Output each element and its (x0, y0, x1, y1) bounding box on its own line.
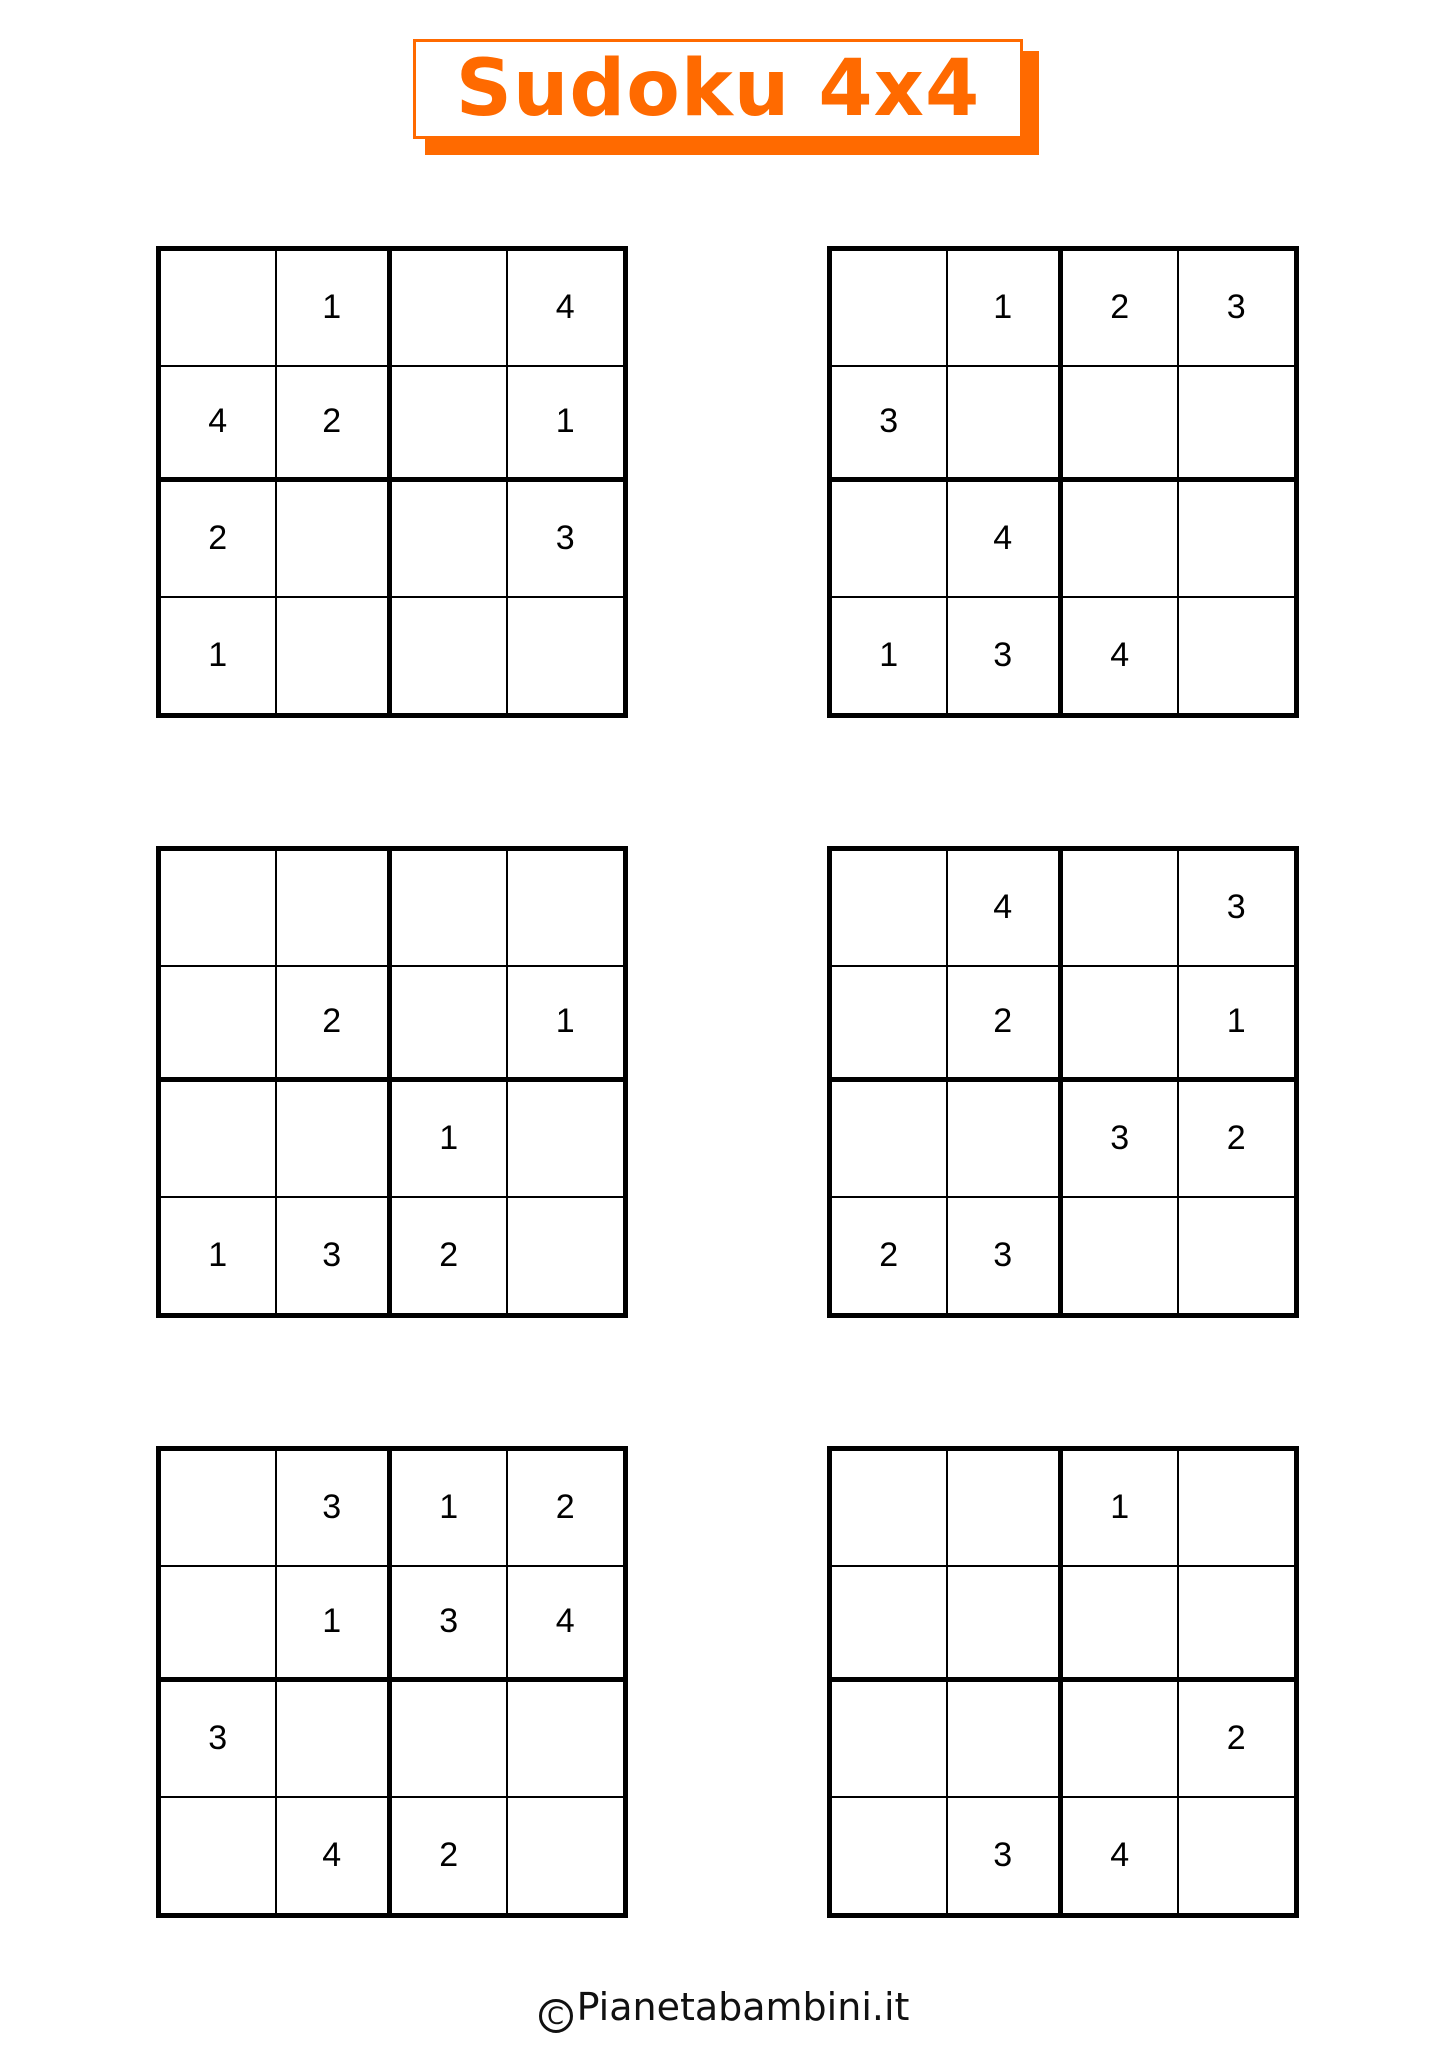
sudoku-cell[interactable] (948, 1082, 1064, 1198)
sudoku-cell[interactable] (508, 851, 624, 967)
sudoku-puzzle-6 (827, 1446, 1299, 1918)
sudoku-cell[interactable] (832, 1567, 948, 1683)
sudoku-cell[interactable] (392, 851, 508, 967)
sudoku-cell[interactable] (508, 598, 624, 714)
sudoku-cell[interactable] (1063, 1682, 1179, 1798)
sudoku-cell[interactable]: 1 (1063, 1451, 1179, 1567)
sudoku-cell[interactable] (392, 367, 508, 483)
sudoku-cell[interactable] (508, 1082, 624, 1198)
sudoku-cell[interactable] (1063, 967, 1179, 1083)
footer-credit (0, 1985, 1448, 2033)
sudoku-cell[interactable] (948, 1567, 1064, 1683)
sudoku-cell[interactable] (277, 1082, 393, 1198)
sudoku-cell[interactable] (1179, 482, 1295, 598)
sudoku-cell[interactable] (1179, 1567, 1295, 1683)
sudoku-cell[interactable]: 2 (1179, 1682, 1295, 1798)
sudoku-cell[interactable] (277, 482, 393, 598)
title-box (413, 39, 1023, 139)
sudoku-cell[interactable] (1063, 851, 1179, 967)
page-title: Sudoku 4x4 (455, 44, 981, 134)
sudoku-cell[interactable]: 3 (948, 1798, 1064, 1914)
title-banner (413, 39, 1039, 155)
sudoku-cell[interactable]: 3 (948, 598, 1064, 714)
sudoku-cell[interactable]: 3 (508, 482, 624, 598)
sudoku-cell[interactable]: 4 (508, 251, 624, 367)
sudoku-cell[interactable]: 1 (277, 1567, 393, 1683)
sudoku-cell[interactable] (161, 1798, 277, 1914)
sudoku-cell[interactable]: 1 (161, 1198, 277, 1314)
sudoku-cell[interactable]: 4 (161, 367, 277, 483)
sudoku-cell[interactable] (161, 1082, 277, 1198)
sudoku-cell[interactable] (832, 1798, 948, 1914)
sudoku-cell[interactable] (392, 598, 508, 714)
sudoku-cell[interactable] (1179, 1451, 1295, 1567)
sudoku-cell[interactable] (948, 367, 1064, 483)
sudoku-cell[interactable] (832, 1682, 948, 1798)
sudoku-cell[interactable] (508, 1198, 624, 1314)
sudoku-cell[interactable] (832, 967, 948, 1083)
sudoku-cell[interactable]: 3 (161, 1682, 277, 1798)
sudoku-cell[interactable] (832, 1451, 948, 1567)
sudoku-cell[interactable] (392, 482, 508, 598)
sudoku-cell[interactable] (832, 251, 948, 367)
sudoku-cell[interactable] (832, 851, 948, 967)
sudoku-cell[interactable] (948, 1451, 1064, 1567)
sudoku-cell[interactable]: 1 (1179, 967, 1295, 1083)
sudoku-cell[interactable] (161, 967, 277, 1083)
sudoku-cell[interactable]: 1 (508, 367, 624, 483)
sudoku-cell[interactable] (277, 851, 393, 967)
sudoku-cell[interactable]: 3 (948, 1198, 1064, 1314)
sudoku-cell[interactable] (508, 1682, 624, 1798)
sudoku-cell[interactable]: 4 (1063, 1798, 1179, 1914)
sudoku-cell[interactable] (508, 1798, 624, 1914)
sudoku-cell[interactable]: 2 (832, 1198, 948, 1314)
sudoku-cell[interactable]: 3 (1179, 851, 1295, 967)
sudoku-cell[interactable] (832, 482, 948, 598)
sudoku-cell[interactable]: 3 (392, 1567, 508, 1683)
sudoku-cell[interactable]: 2 (392, 1798, 508, 1914)
sudoku-cell[interactable]: 1 (161, 598, 277, 714)
sudoku-cell[interactable] (1063, 482, 1179, 598)
sudoku-cell[interactable]: 1 (392, 1451, 508, 1567)
sudoku-cell[interactable]: 4 (277, 1798, 393, 1914)
copyright-icon: C (539, 1999, 573, 2033)
sudoku-cell[interactable] (948, 1682, 1064, 1798)
sudoku-cell[interactable]: 2 (1179, 1082, 1295, 1198)
sudoku-cell[interactable]: 3 (1179, 251, 1295, 367)
sudoku-cell[interactable]: 1 (832, 598, 948, 714)
sudoku-cell[interactable] (392, 251, 508, 367)
sudoku-cell[interactable] (1179, 598, 1295, 714)
sudoku-cell[interactable] (161, 1451, 277, 1567)
sudoku-cell[interactable]: 2 (277, 367, 393, 483)
sudoku-cell[interactable]: 4 (1063, 598, 1179, 714)
sudoku-cell[interactable] (392, 1682, 508, 1798)
sudoku-cell[interactable] (1063, 1567, 1179, 1683)
sudoku-cell[interactable]: 1 (277, 251, 393, 367)
sudoku-cell[interactable] (392, 967, 508, 1083)
sudoku-cell[interactable] (161, 1567, 277, 1683)
sudoku-cell[interactable]: 1 (948, 251, 1064, 367)
sudoku-cell[interactable]: 3 (277, 1198, 393, 1314)
sudoku-cell[interactable] (161, 851, 277, 967)
sudoku-cell[interactable] (161, 251, 277, 367)
sudoku-cell[interactable] (832, 1082, 948, 1198)
sudoku-cell[interactable]: 2 (161, 482, 277, 598)
sudoku-cell[interactable]: 3 (832, 367, 948, 483)
sudoku-cell[interactable]: 4 (948, 482, 1064, 598)
sudoku-puzzle-2 (827, 246, 1299, 718)
sudoku-puzzle-4 (827, 846, 1299, 1318)
sudoku-cell[interactable]: 3 (277, 1451, 393, 1567)
sudoku-puzzle-1 (156, 246, 628, 718)
sudoku-cell[interactable] (1179, 367, 1295, 483)
sudoku-cell[interactable]: 2 (1063, 251, 1179, 367)
sudoku-puzzle-3 (156, 846, 628, 1318)
sudoku-cell[interactable] (277, 598, 393, 714)
sudoku-cell[interactable]: 3 (1063, 1082, 1179, 1198)
sudoku-cell[interactable]: 4 (948, 851, 1064, 967)
sudoku-cell[interactable]: 2 (392, 1198, 508, 1314)
sudoku-cell[interactable]: 2 (277, 967, 393, 1083)
sudoku-cell[interactable]: 1 (508, 967, 624, 1083)
sudoku-cell[interactable] (1063, 1198, 1179, 1314)
sudoku-cell[interactable] (277, 1682, 393, 1798)
sudoku-cell[interactable]: 1 (392, 1082, 508, 1198)
sudoku-cell[interactable] (1179, 1798, 1295, 1914)
sudoku-cell[interactable] (1179, 1198, 1295, 1314)
footer-site: Pianetabambini.it (576, 1985, 910, 2029)
sudoku-puzzle-5 (156, 1446, 628, 1918)
sudoku-cell[interactable]: 2 (508, 1451, 624, 1567)
sudoku-cell[interactable] (1063, 367, 1179, 483)
sudoku-cell[interactable]: 2 (948, 967, 1064, 1083)
sudoku-cell[interactable]: 4 (508, 1567, 624, 1683)
